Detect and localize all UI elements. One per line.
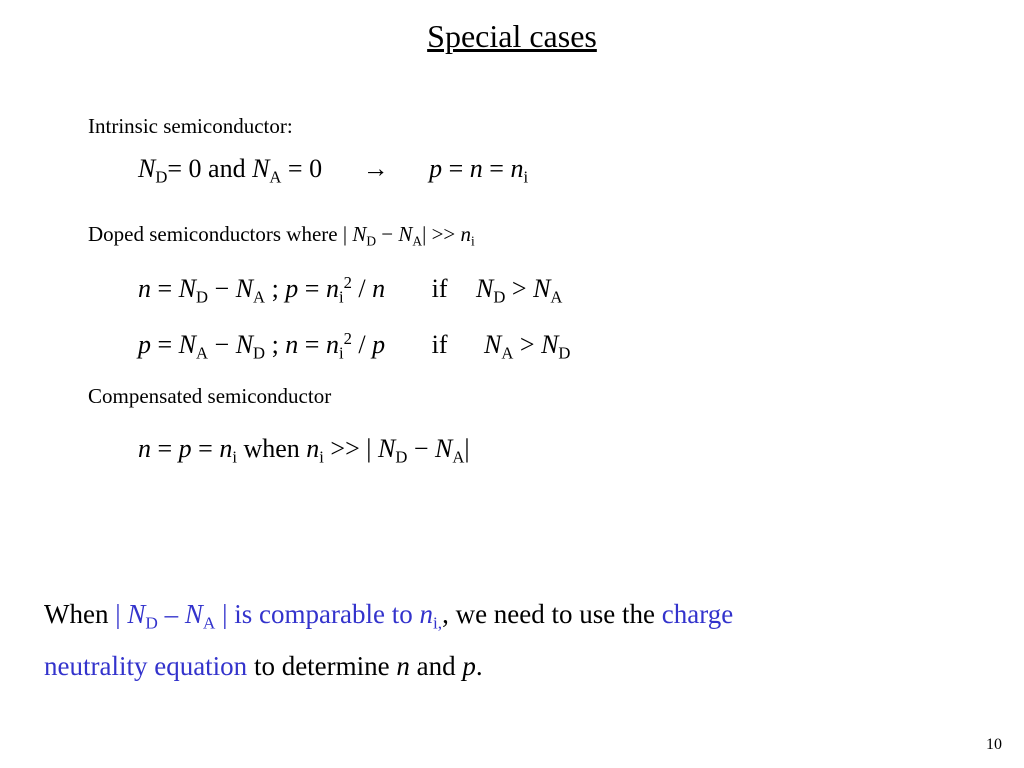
var-n: n [138, 274, 151, 303]
doped-label-text: Doped semiconductors where [88, 222, 343, 246]
var-N: N [352, 222, 367, 246]
if-text: if [431, 330, 448, 359]
minus: − [208, 330, 236, 359]
separator: ; [265, 330, 286, 359]
var-p: p [178, 434, 192, 463]
sub-D: D [155, 167, 168, 187]
much-greater: >> [323, 434, 367, 463]
var-N: N [235, 330, 254, 359]
much-greater: >> [431, 222, 456, 246]
var-N: N [178, 330, 197, 359]
sub-A: A [253, 287, 266, 307]
abs-bar: | [342, 222, 348, 246]
slide-title: Special cases [427, 18, 597, 54]
sub-A: A [501, 343, 514, 363]
sub-i: i [471, 233, 475, 249]
sub-i: i [338, 287, 344, 307]
sub-A: A [452, 447, 465, 467]
var-N: N [252, 154, 270, 183]
sup-2: 2 [343, 272, 352, 292]
var-N: N [398, 222, 413, 246]
note-expression [115, 599, 443, 633]
doped-equation-2 [138, 328, 571, 363]
sub-D: D [366, 233, 377, 249]
note-determine: to determine [247, 651, 397, 681]
var-N: N [435, 434, 453, 463]
var-p: p [429, 154, 443, 183]
var-N: N [127, 599, 146, 629]
var-N: N [377, 434, 396, 463]
greater-than: > [513, 330, 542, 359]
sub-A: A [412, 233, 423, 249]
when-text: when [236, 434, 307, 463]
note-charge: charge [661, 599, 734, 629]
slash: / [351, 274, 373, 303]
note-when: When [44, 599, 116, 629]
note-and: and [409, 651, 463, 681]
var-p: p [372, 330, 386, 359]
separator: ; [265, 274, 286, 303]
period: . [475, 651, 483, 681]
var-N: N [138, 154, 156, 183]
eq-text: = 0 and [167, 154, 253, 183]
var-n: n [372, 274, 386, 303]
sub-D: D [145, 613, 158, 633]
abs-bar: | [222, 599, 228, 629]
sub-i: i [523, 167, 529, 187]
minus: − [407, 434, 435, 463]
var-N: N [184, 599, 203, 629]
equals: = [191, 434, 220, 463]
var-n: n [285, 330, 299, 359]
intrinsic-equation [138, 154, 529, 187]
equals: = [442, 154, 470, 183]
equals: = [482, 154, 511, 183]
doped-equation-1 [138, 272, 563, 307]
sub-i: i [232, 447, 237, 467]
var-n: n [396, 651, 410, 681]
sub-i: i [338, 343, 344, 363]
var-N: N [484, 330, 502, 359]
sub-D: D [395, 447, 408, 467]
sub-A: A [196, 343, 209, 363]
var-N: N [235, 274, 254, 303]
var-p: p [138, 330, 151, 359]
sub-i: i, [432, 613, 443, 633]
var-n: n [138, 434, 151, 463]
compensated-label: Compensated semiconductor [88, 384, 332, 408]
abs-bar: | [464, 434, 470, 463]
var-n: n [306, 434, 320, 463]
compensated-equation [138, 434, 470, 467]
var-n: n [469, 154, 483, 183]
abs-bar: | [422, 222, 427, 246]
var-n: n [219, 434, 233, 463]
note-comparable: is comparable to [227, 599, 420, 629]
var-N: N [476, 274, 494, 303]
sub-D: D [253, 343, 266, 363]
slash: / [351, 330, 373, 359]
abs-bar: | [366, 434, 372, 463]
var-N: N [178, 274, 197, 303]
minus: – [157, 599, 185, 629]
sup-2: 2 [343, 328, 352, 348]
comma: , [442, 599, 449, 629]
equals: = [151, 330, 179, 359]
sub-D: D [558, 343, 571, 363]
minus: − [208, 274, 236, 303]
doped-label [88, 222, 475, 247]
charge-neutrality-note [44, 588, 733, 692]
var-n: n [510, 154, 524, 183]
sub-i: i [319, 447, 324, 467]
minus: − [381, 222, 394, 246]
note-need: we need to use the [448, 599, 662, 629]
eq-text: = 0 [281, 154, 323, 183]
var-p: p [285, 274, 299, 303]
var-n: n [325, 330, 339, 359]
equals: = [298, 330, 326, 359]
var-p: p [462, 651, 476, 681]
intrinsic-label: Intrinsic semiconductor: [88, 114, 293, 138]
equals: = [151, 434, 179, 463]
sub-D: D [493, 287, 506, 307]
greater-than: > [505, 274, 534, 303]
if-text: if [431, 274, 448, 303]
abs-bar: | [115, 599, 121, 629]
var-n: n [325, 274, 339, 303]
equals: = [298, 274, 326, 303]
sub-D: D [196, 287, 209, 307]
sub-A: A [550, 287, 563, 307]
var-N: N [533, 274, 551, 303]
sub-A: A [202, 613, 216, 633]
var-n: n [419, 599, 433, 629]
right-arrow-icon: → [362, 154, 389, 183]
var-N: N [541, 330, 559, 359]
var-n: n [460, 222, 472, 246]
equals: = [151, 274, 179, 303]
sub-A: A [269, 167, 282, 187]
note-neutrality: neutrality equation [44, 651, 248, 681]
page-number: 10 [986, 736, 1002, 753]
